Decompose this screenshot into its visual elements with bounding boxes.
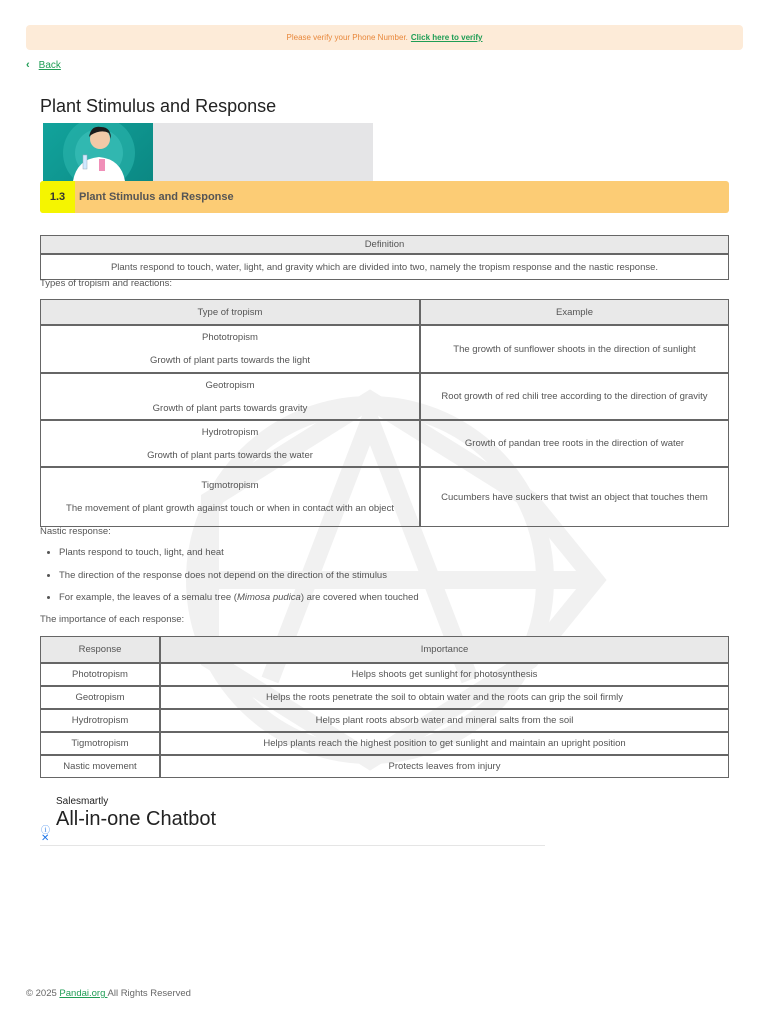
phone-verify-notice	[26, 25, 743, 50]
footer-site-link[interactable]: Pandai.org	[59, 988, 108, 999]
tropism-intro: Types of tropism and reactions:	[40, 278, 173, 289]
importance-cell: Helps the roots penetrate the soil to obtain water and the roots can grip the soil firmly	[160, 686, 729, 709]
tropism-name: Phototropism	[202, 332, 258, 343]
tropism-name: Tigmotropism	[201, 480, 259, 491]
tropism-desc: Growth of plant parts towards gravity	[152, 402, 308, 414]
importance-cell: Helps plant roots absorb water and mineral salts from the soil	[160, 709, 729, 732]
scientific-name: Mimosa pudica	[236, 592, 301, 603]
col-response-header: Response	[40, 636, 160, 663]
section-header	[40, 181, 729, 213]
ad-headline[interactable]: All-in-one Chatbot	[56, 808, 217, 830]
nastic-point-pre: For example, the leaves of a semalu tree (	[59, 592, 237, 603]
tropism-name: Hydrotropism	[201, 426, 259, 438]
nastic-list	[40, 545, 419, 613]
response-cell: Nastic movement	[40, 755, 160, 778]
definition-table	[40, 235, 729, 280]
table-row	[40, 420, 729, 467]
response-cell: Tigmotropism	[40, 732, 160, 755]
notice-text: Please verify your Phone Number.	[286, 33, 408, 42]
ad-info-icon[interactable]: ⓘ	[41, 825, 51, 835]
list-item	[59, 568, 419, 591]
footer-suffix: All Rights Reserved	[107, 988, 191, 999]
list-item	[59, 590, 419, 613]
tropism-example: Growth of pandan tree roots in the direction of water	[420, 420, 729, 467]
ad-close-icon[interactable]: ✕	[41, 833, 50, 844]
verify-link[interactable]: Click here to verify	[410, 33, 483, 42]
tropism-desc: The movement of plant growth against touch or when in contact with an object	[66, 503, 394, 514]
definition-header: Definition	[40, 235, 729, 254]
ad-banner[interactable]	[40, 788, 545, 846]
importance-cell: Protects leaves from injury	[160, 755, 729, 778]
importance-intro: The importance of each response:	[40, 614, 185, 625]
importance-cell: Helps plants reach the highest position to get sunlight and maintain an upright position	[160, 732, 729, 755]
footer	[26, 988, 191, 999]
table-row	[40, 325, 729, 373]
table-row	[40, 755, 729, 778]
response-cell: Hydrotropism	[40, 709, 160, 732]
table-row	[40, 686, 729, 709]
tropism-example: Cucumbers have suckers that twist an object that touches them	[420, 467, 729, 527]
chevron-left-icon: ‹	[26, 59, 30, 71]
tropism-example: The growth of sunflower shoots in the direction of sunlight	[420, 325, 729, 373]
page-title: Plant Stimulus and Response	[40, 96, 277, 116]
tropism-example: Root growth of red chili tree according to the direction of gravity	[420, 373, 729, 420]
footer-prefix: © 2025	[26, 988, 60, 999]
section-number: 1.3	[40, 181, 75, 213]
ad-brand: Salesmartly	[56, 796, 109, 807]
nastic-point: The direction of the response does not depend on the direction of the stimulus	[59, 569, 387, 581]
col-example-header: Example	[420, 299, 729, 325]
col-importance-header: Importance	[160, 636, 729, 663]
tropism-name: Geotropism	[205, 379, 255, 391]
response-cell: Geotropism	[40, 686, 160, 709]
list-item	[59, 545, 419, 568]
table-row	[40, 663, 729, 686]
table-row	[40, 467, 729, 527]
nastic-intro: Nastic response:	[40, 526, 111, 537]
col-type-header: Type of tropism	[40, 299, 420, 325]
nastic-point: Plants respond to touch, light, and heat	[59, 547, 224, 558]
tropism-desc: Growth of plant parts towards the water	[147, 449, 313, 461]
lesson-banner-image	[43, 123, 373, 181]
section-title: Plant Stimulus and Response	[79, 191, 234, 203]
table-row	[40, 709, 729, 732]
table-row	[40, 373, 729, 420]
definition-text: Plants respond to touch, water, light, and gravity which are divided into two, namely the tropism response and the nastic response.	[40, 254, 729, 280]
scientist-illustration	[43, 123, 153, 181]
back-label: Back	[38, 59, 61, 71]
back-link[interactable]	[26, 59, 61, 71]
importance-cell: Helps shoots get sunlight for photosynthesis	[160, 663, 729, 686]
table-row	[40, 732, 729, 755]
tropism-desc: Growth of plant parts towards the light	[150, 355, 310, 366]
tropism-table	[40, 299, 729, 527]
response-cell: Phototropism	[40, 663, 160, 686]
importance-table	[40, 636, 729, 778]
nastic-point-post: ) are covered when touched	[300, 592, 419, 603]
